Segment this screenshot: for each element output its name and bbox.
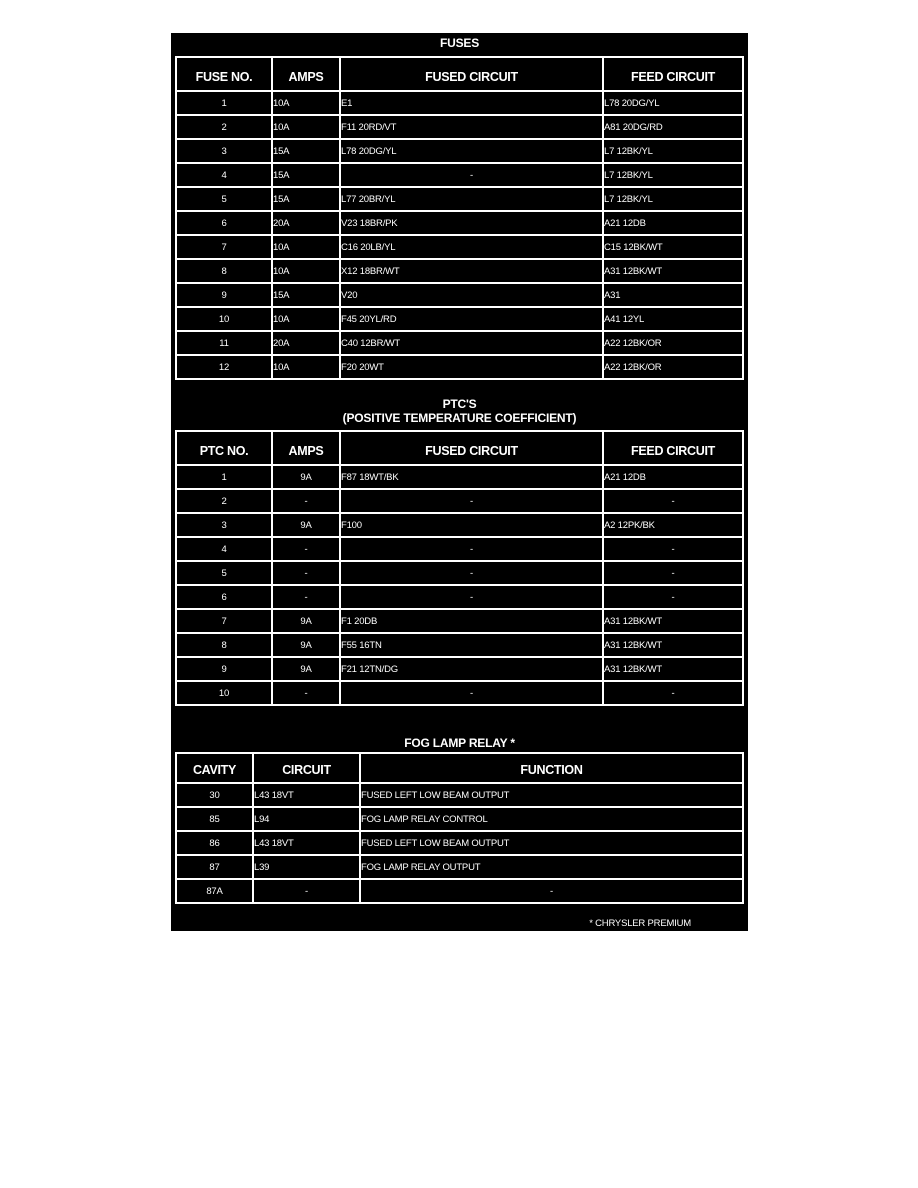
- fog-relay-cell: L94: [254, 808, 361, 832]
- ptc-cell: 6: [175, 586, 273, 610]
- fuse-row: [175, 140, 744, 164]
- ptc-cell: -: [273, 682, 341, 706]
- ptc-cell: 9A: [273, 610, 341, 634]
- ptc-cell: 9A: [273, 658, 341, 682]
- fuses-header-fused-circuit: FUSED CIRCUIT: [341, 56, 604, 92]
- fog-relay-cell: 30: [175, 784, 254, 808]
- fuse-cell: L77 20BR/YL: [341, 188, 604, 212]
- fuse-row: [175, 260, 744, 284]
- fuse-cell: X12 18BR/WT: [341, 260, 604, 284]
- ptc-cell: 10: [175, 682, 273, 706]
- fuse-row: [175, 92, 744, 116]
- fuse-cell: A81 20DG/RD: [604, 116, 744, 140]
- fuses-table: [175, 56, 744, 380]
- fog-relay-cell: FOG LAMP RELAY OUTPUT: [361, 856, 744, 880]
- fuse-row: [175, 332, 744, 356]
- fuse-cell: 15A: [273, 164, 341, 188]
- fog-relay-cell: 87A: [175, 880, 254, 904]
- ptc-cell: -: [273, 490, 341, 514]
- ptcs-title: PTC'S: [442, 397, 477, 411]
- ptc-cell: 8: [175, 634, 273, 658]
- fuse-cell: 10A: [273, 260, 341, 284]
- fuse-cell: 8: [175, 260, 273, 284]
- ptc-cell: 2: [175, 490, 273, 514]
- ptc-cell: -: [341, 538, 604, 562]
- ptc-cell: F100: [341, 514, 604, 538]
- fuses-header-fuse-no: FUSE NO.: [175, 56, 273, 92]
- ptc-cell: -: [273, 586, 341, 610]
- fuses-header-row: [175, 56, 744, 92]
- fuse-cell: A22 12BK/OR: [604, 356, 744, 380]
- fog-relay-title: FOG LAMP RELAY *: [404, 736, 515, 750]
- ptc-cell: A31 12BK/WT: [604, 634, 744, 658]
- fog-relay-cell: L39: [254, 856, 361, 880]
- fuse-cell: 9: [175, 284, 273, 308]
- ptcs-header-row: [175, 430, 744, 466]
- fuse-cell: V23 18BR/PK: [341, 212, 604, 236]
- ptc-row: [175, 538, 744, 562]
- ptc-cell: A2 12PK/BK: [604, 514, 744, 538]
- fog-relay-cell: -: [254, 880, 361, 904]
- ptc-cell: 3: [175, 514, 273, 538]
- fuse-cell: 15A: [273, 188, 341, 212]
- ptc-cell: F21 12TN/DG: [341, 658, 604, 682]
- ptcs-header-fused-circuit: FUSED CIRCUIT: [341, 430, 604, 466]
- ptc-cell: -: [604, 538, 744, 562]
- ptc-row: [175, 490, 744, 514]
- fog-relay-cell: FUSED LEFT LOW BEAM OUTPUT: [361, 832, 744, 856]
- fuse-cell: 10A: [273, 308, 341, 332]
- fuse-cell: L7 12BK/YL: [604, 188, 744, 212]
- fog-relay-cell: FOG LAMP RELAY CONTROL: [361, 808, 744, 832]
- fog-relay-cell: FUSED LEFT LOW BEAM OUTPUT: [361, 784, 744, 808]
- fuse-cell: 15A: [273, 140, 341, 164]
- ptc-cell: -: [273, 562, 341, 586]
- fuse-cell: 10A: [273, 116, 341, 140]
- fuse-cell: L7 12BK/YL: [604, 140, 744, 164]
- fog-relay-cell: -: [361, 880, 744, 904]
- fuse-chart-panel: [171, 33, 748, 931]
- fuse-cell: 10A: [273, 236, 341, 260]
- fuse-cell: 3: [175, 140, 273, 164]
- fuses-header-amps: AMPS: [273, 56, 341, 92]
- ptcs-table: [175, 430, 744, 706]
- ptc-row: [175, 586, 744, 610]
- fuse-cell: L78 20DG/YL: [604, 92, 744, 116]
- ptc-cell: 9: [175, 658, 273, 682]
- ptc-cell: F87 18WT/BK: [341, 466, 604, 490]
- fog-relay-header-cavity: CAVITY: [175, 752, 254, 784]
- fuse-cell: C15 12BK/WT: [604, 236, 744, 260]
- fog-relay-body: [175, 784, 744, 904]
- ptc-cell: 4: [175, 538, 273, 562]
- ptc-cell: -: [273, 538, 341, 562]
- ptc-cell: -: [341, 586, 604, 610]
- ptc-cell: F55 16TN: [341, 634, 604, 658]
- fuse-cell: 4: [175, 164, 273, 188]
- fuse-cell: V20: [341, 284, 604, 308]
- fuse-row: [175, 284, 744, 308]
- fuse-cell: 6: [175, 212, 273, 236]
- ptc-row: [175, 562, 744, 586]
- fog-relay-row: [175, 784, 744, 808]
- fuse-cell: C40 12BR/WT: [341, 332, 604, 356]
- ptc-cell: -: [341, 490, 604, 514]
- fog-relay-row: [175, 880, 744, 904]
- ptcs-header-amps: AMPS: [273, 430, 341, 466]
- ptc-cell: 9A: [273, 634, 341, 658]
- fuses-title: FUSES: [439, 36, 479, 50]
- fuse-cell: A41 12YL: [604, 308, 744, 332]
- fuse-cell: -: [341, 164, 604, 188]
- ptcs-subtitle: (POSITIVE TEMPERATURE COEFFICIENT): [342, 411, 577, 425]
- fuse-row: [175, 164, 744, 188]
- ptc-row: [175, 682, 744, 706]
- fuse-cell: F45 20YL/RD: [341, 308, 604, 332]
- fuse-cell: C16 20LB/YL: [341, 236, 604, 260]
- footnote: * CHRYSLER PREMIUM: [589, 918, 691, 929]
- fuse-cell: A22 12BK/OR: [604, 332, 744, 356]
- fog-relay-row: [175, 808, 744, 832]
- ptcs-header-feed-circuit: FEED CIRCUIT: [604, 430, 744, 466]
- ptc-row: [175, 514, 744, 538]
- fuse-cell: 2: [175, 116, 273, 140]
- fog-relay-cell: L43 18VT: [254, 832, 361, 856]
- ptc-cell: 5: [175, 562, 273, 586]
- ptc-cell: A31 12BK/WT: [604, 610, 744, 634]
- fuse-cell: 10A: [273, 356, 341, 380]
- fuse-row: [175, 116, 744, 140]
- fuse-cell: A21 12DB: [604, 212, 744, 236]
- fog-relay-cell: 86: [175, 832, 254, 856]
- ptc-cell: 7: [175, 610, 273, 634]
- ptc-row: [175, 466, 744, 490]
- fog-relay-row: [175, 832, 744, 856]
- fuse-cell: E1: [341, 92, 604, 116]
- ptc-cell: A31 12BK/WT: [604, 658, 744, 682]
- fuse-cell: 10: [175, 308, 273, 332]
- ptc-cell: -: [604, 586, 744, 610]
- fog-relay-row: [175, 856, 744, 880]
- fuse-cell: 5: [175, 188, 273, 212]
- fuse-row: [175, 356, 744, 380]
- fuse-cell: A31: [604, 284, 744, 308]
- fuse-cell: F11 20RD/VT: [341, 116, 604, 140]
- fuse-cell: 11: [175, 332, 273, 356]
- ptc-row: [175, 634, 744, 658]
- fog-relay-cell: L43 18VT: [254, 784, 361, 808]
- ptc-cell: F1 20DB: [341, 610, 604, 634]
- fuses-body: [175, 92, 744, 380]
- fuse-cell: 20A: [273, 212, 341, 236]
- ptcs-body: [175, 466, 744, 706]
- fog-relay-cell: 87: [175, 856, 254, 880]
- fuse-cell: 12: [175, 356, 273, 380]
- ptc-cell: A21 12DB: [604, 466, 744, 490]
- ptc-cell: -: [341, 682, 604, 706]
- fuse-row: [175, 188, 744, 212]
- ptc-cell: -: [604, 682, 744, 706]
- fog-relay-header-row: [175, 752, 744, 784]
- fuse-cell: 7: [175, 236, 273, 260]
- ptc-cell: -: [341, 562, 604, 586]
- ptc-cell: 1: [175, 466, 273, 490]
- fuse-cell: 20A: [273, 332, 341, 356]
- fog-relay-cell: 85: [175, 808, 254, 832]
- fuse-cell: 1: [175, 92, 273, 116]
- fog-relay-header-circuit: CIRCUIT: [254, 752, 361, 784]
- fuse-row: [175, 308, 744, 332]
- fuse-row: [175, 212, 744, 236]
- fuse-row: [175, 236, 744, 260]
- ptc-cell: -: [604, 562, 744, 586]
- fuses-header-feed-circuit: FEED CIRCUIT: [604, 56, 744, 92]
- fuse-cell: A31 12BK/WT: [604, 260, 744, 284]
- fog-relay-header-function: FUNCTION: [361, 752, 744, 784]
- ptcs-header-ptc-no: PTC NO.: [175, 430, 273, 466]
- ptc-cell: 9A: [273, 466, 341, 490]
- fuse-cell: 15A: [273, 284, 341, 308]
- ptc-row: [175, 658, 744, 682]
- fuse-cell: F20 20WT: [341, 356, 604, 380]
- ptc-row: [175, 610, 744, 634]
- ptc-cell: -: [604, 490, 744, 514]
- fog-relay-table: [175, 752, 744, 904]
- ptc-cell: 9A: [273, 514, 341, 538]
- fuse-cell: L78 20DG/YL: [341, 140, 604, 164]
- fuse-cell: L7 12BK/YL: [604, 164, 744, 188]
- fuse-cell: 10A: [273, 92, 341, 116]
